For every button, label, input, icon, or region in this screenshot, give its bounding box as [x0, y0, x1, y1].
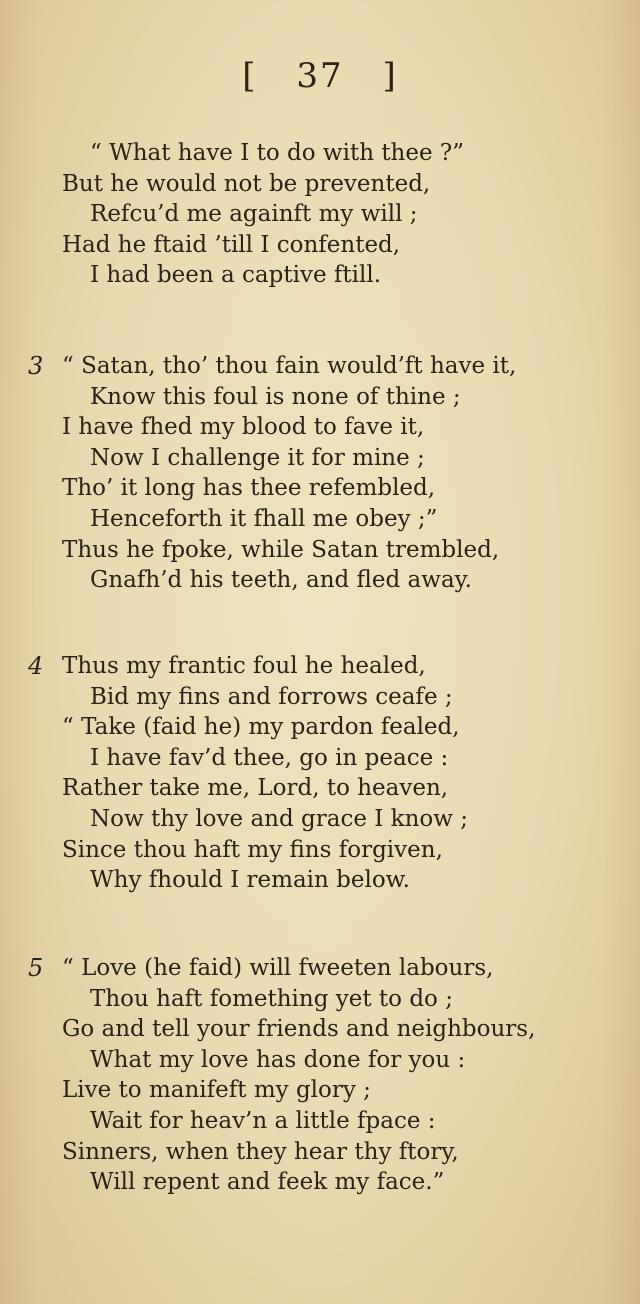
- verse-line: Rather take me, Lord, to heaven,: [62, 775, 449, 802]
- page-number-header: [0, 56, 640, 96]
- verse-line: Refcu’d me againft my will ;: [90, 201, 418, 228]
- verse-line: Bid my fins and forrows ceafe ;: [90, 683, 453, 710]
- verse-line: I have fhed my blood to fave it,: [62, 414, 425, 441]
- verse-line: Thou haft fomething yet to do ;: [90, 985, 453, 1012]
- verse-line: Gnafh’d his teeth, and fled away.: [90, 567, 472, 594]
- verse-line: Go and tell your friends and neighbours,: [62, 1016, 536, 1043]
- verse-line: Since thou haft my fins forgiven,: [62, 836, 443, 863]
- verse-line: Thus my frantic foul he healed,: [62, 653, 426, 679]
- verse-line: Had he ftaid ’till I confented,: [62, 231, 401, 258]
- verse-line: Henceforth it fhall me obey ;”: [90, 505, 438, 532]
- verse-line: “ What have I to do with thee ?”: [90, 140, 464, 166]
- verse-line: “ Take (faid he) my pardon fealed,: [62, 714, 460, 741]
- verse-line: Live to manifeft my glory ;: [62, 1077, 371, 1104]
- page-number: 37: [296, 56, 344, 96]
- verse-line: Now thy love and grace I know ;: [90, 805, 468, 832]
- stanza-3: [0, 351, 640, 596]
- stanza-4: [0, 651, 640, 896]
- verse-line: Sinners, when they hear thy ftory,: [62, 1138, 459, 1165]
- verse-line: “ Love (he faid) will fweeten labours,: [62, 955, 494, 981]
- stanza-number: 4: [28, 652, 44, 680]
- bracket-open: [: [242, 56, 258, 96]
- verse-line: What my love has done for you :: [90, 1046, 466, 1073]
- stanza-continuation: [0, 138, 640, 291]
- verse-line: Why fhould I remain below.: [90, 867, 410, 894]
- verse-line: But he would not be prevented,: [62, 170, 431, 197]
- stanza-number: 3: [28, 352, 44, 380]
- verse-line: Wait for heav’n a little fpace :: [90, 1107, 436, 1134]
- stanza-5: [0, 953, 640, 1198]
- verse-line: I had been a captive ftill.: [90, 262, 382, 289]
- verse-line: I have fav’d thee, go in peace :: [90, 744, 449, 771]
- verse-line: Now I challenge it for mine ;: [90, 444, 425, 471]
- verse-line: Tho’ it long has thee refembled,: [62, 475, 436, 502]
- stanza-number: 5: [28, 954, 44, 982]
- verse-line: Thus he fpoke, while Satan trembled,: [62, 536, 500, 563]
- verse-line: Will repent and feek my face.”: [90, 1169, 445, 1196]
- verse-line: “ Satan, tho’ thou fain would’ft have it,: [62, 353, 517, 379]
- bracket-close: ]: [382, 56, 398, 96]
- verse-line: Know this foul is none of thine ;: [90, 383, 461, 410]
